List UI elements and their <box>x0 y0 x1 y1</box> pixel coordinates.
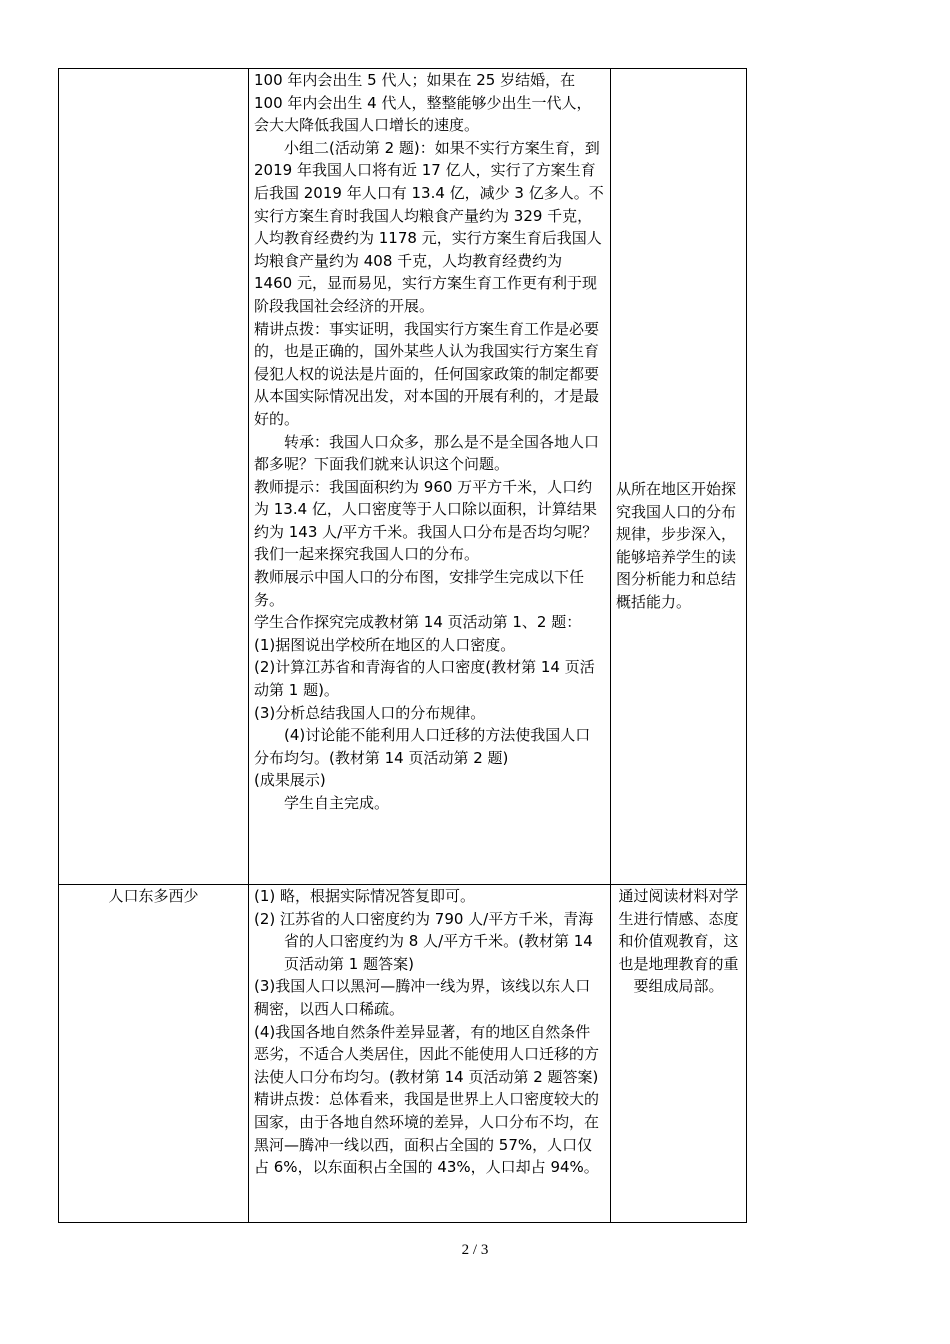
note-cell <box>611 885 747 1223</box>
content-paragraph: (1)据图说出学校所在地区的人口密度。 <box>254 635 516 654</box>
design-note: 从所在地区开始探究我国人口的分布规律，步步深入，能够培养学生的读图分析能力和总结概括能力。 <box>616 480 737 611</box>
content-paragraph: (成果展示) <box>254 771 326 790</box>
table-row <box>59 885 747 1223</box>
content-paragraph: 精讲点拨：总体看来，我国是世界上人口密度较大的国家，由于各地自然环境的差异，人口分布不均，在黑河—腾冲一线以西，面积占全国的 57%，人口仅占 6%，以东面积占全国的 43%，人口却占 94%。 <box>254 1090 600 1177</box>
topic-cell <box>59 885 249 1223</box>
content-paragraph: (4)我国各地自然条件差异显著，有的地区自然条件恶劣，不适合人类居住，因此不能使用人口迁移的方法使人口分布均匀。(教材第 14 页活动第 2 题答案) <box>254 1022 600 1086</box>
lesson-table <box>58 68 747 1223</box>
content-paragraph: (4)讨论能不能利用人口迁移的方法使我国人口分布均匀。(教材第 14 页活动第 2 题) <box>254 726 591 767</box>
topic-label: 人口东多西少 <box>108 887 199 905</box>
content-paragraph: 教师展示中国人口的分布图，安排学生完成以下任务。 <box>254 568 585 609</box>
note-cell <box>611 69 747 885</box>
content-paragraph: 学生自主完成。 <box>284 794 390 812</box>
content-paragraph: 100 年内会出生 5 代人；如果在 25 岁结婚，在 100 年内会出生 4 代人，整整能够少出生一代人，会大大降低我国人口增长的速度。 <box>254 71 592 135</box>
content-cell <box>249 885 611 1223</box>
content-paragraph: (2) 江苏省的人口密度约为 790 人/平方千米，青海省的人口密度约为 8 人/平方千米。(教材第 14 页活动第 1 题答案) <box>254 909 594 973</box>
content-paragraph: 转承：我国人口众多，那么是不是全国各地人口都多呢？下面我们就来认识这个问题。 <box>254 432 600 474</box>
content-paragraph: (1) 略，根据实际情况答复即可。 <box>254 887 476 905</box>
content-paragraph: (2)计算江苏省和青海省的人口密度(教材第 14 页活动第 1 题)。 <box>254 658 595 700</box>
design-note: 通过阅读材料对学生进行情感、态度和价值观教育，这也是地理教育的重要组成局部。 <box>618 887 739 996</box>
content-cell <box>249 69 611 885</box>
content-paragraph: 教师提示：我国面积约为 960 万平方千米，人口约为 13.4 亿，人口密度等于人口除以面积，计算结果约为 143 人/平方千米。我国人口分布是否均匀呢？我们一起来探究我国人口的分布。 <box>254 477 598 564</box>
content-paragraph: 学生合作探究完成教材第 14 页活动第 1、2 题： <box>254 613 582 632</box>
topic-cell <box>59 69 249 885</box>
content-paragraph: (3)我国人口以黑河—腾冲一线为界，该线以东人口稠密，以西人口稀疏。 <box>254 977 591 1018</box>
content-paragraph: (3)分析总结我国人口的分布规律。 <box>254 703 486 722</box>
content-paragraph: 精讲点拨：事实证明，我国实行方案生育工作是必要的，也是正确的，国外某些人认为我国实行方案生育侵犯人权的说法是片面的，任何国家政策的制定都要从本国实际情况出发，对本国的开展有利的，才是最好的。 <box>254 319 600 428</box>
page-number: 2 / 3 <box>461 1242 489 1258</box>
table-row <box>59 69 747 885</box>
content-paragraph: 小组二(活动第 2 题)：如果不实行方案生育，到 2019 年我国人口将有近 17 亿人，实行了方案生育后我国 2019 年人口有 13.4 亿，减少 3 亿多人。不实行方案生育时我国人均粮食产量约为 329 千克，人均教育经费约为 1178 元，实行方案生育后我国人均粮食产量约为 408 千克，人均教育经费约为 1460 元，显而易见，实行方案生育工作更有利于现阶段我国社会经济的开展。 <box>254 138 604 315</box>
